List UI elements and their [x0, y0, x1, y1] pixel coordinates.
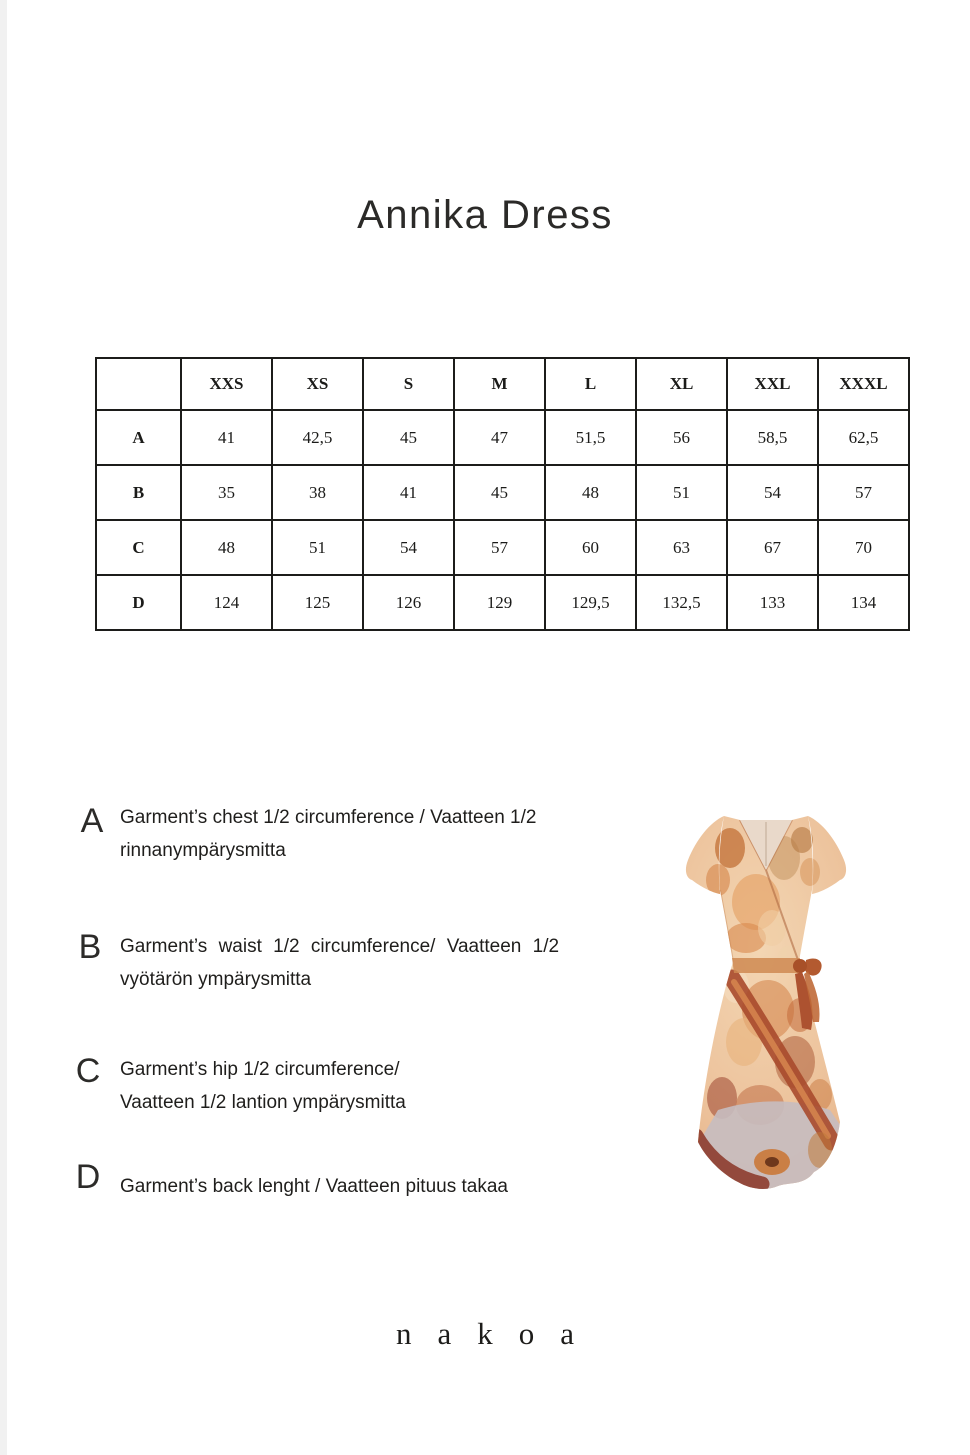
legend-text-c-line1: Garment’s hip 1/2 circumference/ [120, 1059, 400, 1080]
measurement-value-cell: 58,5 [727, 410, 818, 465]
size-column-header: M [454, 358, 545, 410]
legend-text-b-line1: Garment’s waist 1/2 circumference/ Vaatteen 1/2 [120, 936, 560, 957]
measurement-value-cell: 51 [636, 465, 727, 520]
measurement-value-cell: 126 [363, 575, 454, 630]
legend-letter-c: C [75, 1052, 101, 1090]
size-column-header: XXS [181, 358, 272, 410]
measurement-row-label: C [96, 520, 181, 575]
measurement-value-cell: 41 [363, 465, 454, 520]
legend-letter-a: A [80, 802, 104, 840]
dress-illustration [660, 810, 880, 1208]
measurement-value-cell: 70 [818, 520, 909, 575]
measurement-value-cell: 54 [363, 520, 454, 575]
size-table-grid [95, 357, 910, 631]
legend-text-a-line1: Garment’s chest 1/2 circumference / Vaatteen 1/2 [120, 807, 537, 828]
legend-text-d [120, 1170, 508, 1203]
measurement-value-cell: 125 [272, 575, 363, 630]
measurement-value-cell: 57 [818, 465, 909, 520]
measurement-value-cell: 38 [272, 465, 363, 520]
legend-text-c-line2: Vaatteen 1/2 lantion ympärysmitta [120, 1092, 406, 1113]
legend-text-a [120, 801, 536, 867]
dress-waistband [732, 958, 800, 973]
table-row [96, 520, 909, 575]
measurement-value-cell: 48 [181, 520, 272, 575]
size-column-header: S [363, 358, 454, 410]
legend-text-a-line2: rinnanympärysmitta [120, 840, 286, 861]
measurement-value-cell: 63 [636, 520, 727, 575]
measurement-value-cell: 42,5 [272, 410, 363, 465]
legend-text-d-line1: Garment’s back lenght / Vaatteen pituus takaa [120, 1176, 508, 1197]
measurement-value-cell: 62,5 [818, 410, 909, 465]
measurement-value-cell: 45 [454, 465, 545, 520]
legend-letter-b: B [78, 928, 102, 966]
measurement-value-cell: 35 [181, 465, 272, 520]
measurement-value-cell: 41 [181, 410, 272, 465]
legend-text-c [120, 1053, 406, 1119]
measurement-value-cell: 51 [272, 520, 363, 575]
product-image [660, 810, 880, 1208]
table-row [96, 410, 909, 465]
legend-text-b [120, 930, 559, 996]
measurement-value-cell: 47 [454, 410, 545, 465]
brand-logo: nakoa [395, 1316, 601, 1351]
page-title: Annika Dress [357, 193, 613, 237]
measurement-value-cell: 133 [727, 575, 818, 630]
size-column-header: XS [272, 358, 363, 410]
measurement-value-cell: 54 [727, 465, 818, 520]
size-column-header: XXXL [818, 358, 909, 410]
size-column-header: L [545, 358, 636, 410]
size-column-header: XXL [727, 358, 818, 410]
table-row [96, 575, 909, 630]
size-column-header: XL [636, 358, 727, 410]
measurement-value-cell: 57 [454, 520, 545, 575]
legend-letter-d: D [75, 1158, 101, 1196]
measurement-value-cell: 129 [454, 575, 545, 630]
brand-logo-wrap [0, 1316, 970, 1352]
measurement-value-cell: 124 [181, 575, 272, 630]
measurement-value-cell: 129,5 [545, 575, 636, 630]
measurement-value-cell: 48 [545, 465, 636, 520]
measurement-row-label: A [96, 410, 181, 465]
size-table [95, 357, 910, 631]
dress-waist-tie-knot [793, 959, 807, 973]
measurement-value-cell: 45 [363, 410, 454, 465]
measurement-row-label: D [96, 575, 181, 630]
measurement-value-cell: 51,5 [545, 410, 636, 465]
measurement-value-cell: 56 [636, 410, 727, 465]
measurement-value-cell: 60 [545, 520, 636, 575]
measurement-value-cell: 67 [727, 520, 818, 575]
table-row [96, 465, 909, 520]
measurement-value-cell: 134 [818, 575, 909, 630]
measurement-value-cell: 132,5 [636, 575, 727, 630]
legend-text-b-line2: vyötärön ympärysmitta [120, 969, 312, 990]
table-corner-cell [96, 358, 181, 410]
measurement-row-label: B [96, 465, 181, 520]
